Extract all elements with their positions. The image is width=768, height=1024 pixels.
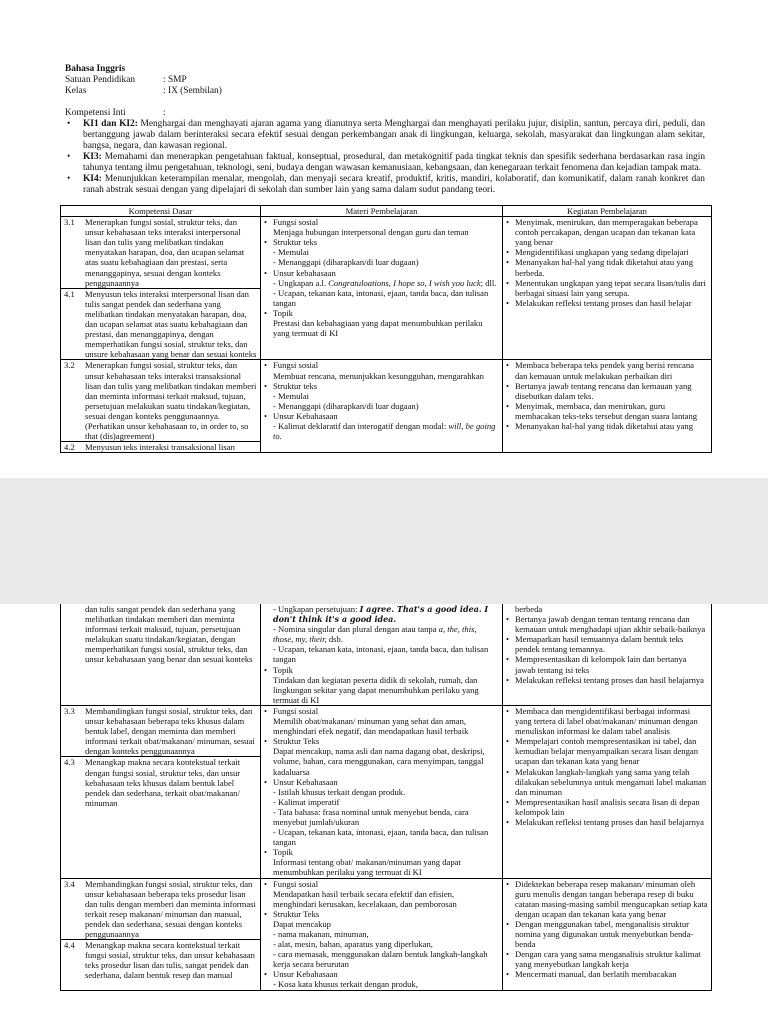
- kd-number: 3.1: [64, 217, 75, 228]
- materi-item: [264, 308, 499, 338]
- materi-subitem: nama makanan, minuman,: [278, 929, 369, 939]
- kd-cell: [61, 878, 261, 990]
- kegiatan-item: • Menanyakan hal-hal yang tidak diketahui atau yang berbeda.: [506, 257, 708, 277]
- materi-text: Memilih obat/makanan/ minuman yang sehat dan aman, menghindari efek negatif, dan mendapatkan hasil terbaik: [273, 716, 469, 737]
- kegiatan-item: • Mempresentasikan di kelompok lain dan bertanya jawab tentang isi teks: [506, 654, 708, 674]
- table-header-row: [61, 206, 712, 217]
- ki-colon: :: [163, 108, 166, 118]
- kegiatan-item: • Dengan menggunakan tabel, menganalisis struktur nomina yang digunakan untuk menyebutkan benda-benda: [506, 919, 708, 949]
- document-header: [65, 64, 705, 196]
- subject-title: Bahasa Inggris: [65, 64, 126, 74]
- kegiatan-item: • Melakukan langkah-langkah yang sama yang telah dilakukan sebelumnya untuk mengamati label makanan dan minuman: [506, 767, 708, 797]
- kd-item: [64, 360, 257, 441]
- materi-item: • Unsur Kebahasaan - Kalimat deklaratif dan interogatif dengan modal: will, be going to.: [264, 411, 499, 441]
- field-row: [65, 75, 705, 86]
- column-header: Kegiatan Pembelajaran: [503, 206, 712, 217]
- kd-item: [64, 706, 257, 756]
- kegiatan-continued: berbeda: [515, 604, 543, 614]
- kegiatan-item: • Membaca dan mengidentifikasi berbagai informasi yang tertera di label obat/makanan/ minuman dengan menuliskan informasi ke dalam tabel analisis: [506, 706, 708, 736]
- kegiatan-item: • Didektekan beberapa resep makanan/ minuman oleh guru menulis dengan tangan beberapa resep di buku catatan masing-masing sambil mengucapkan setiap kata dengan ucapan dan tekanan kata yang benar: [506, 879, 708, 919]
- kegiatan-item: • Menyimak, menirukan, dan memperagakan beberapa contoh percakapan, dengan ucapan dan tekanan kata yang benar: [506, 217, 708, 247]
- materi-text: Mendapatkan hasil terbaik secara efektif dan efisien, menghindari kerusakan, kecelakaan, dan pemborosan: [273, 888, 457, 909]
- ki-text: Menunjukkan keterampilan menalar, mengolah, dan menyaji secara kreatif, produktif, kritis, mandiri, kolaboratif, dan komunikatif, dalam ranah konkret dan ranah abstrak sesuai dengan yang dipelajari di sekolah dan sumber lain yang sama dalam sudut pandang teori.: [83, 174, 705, 195]
- materi-subitem: cara memasak, menggunakan dalam bentuk langkah-langkah kerja secara berurutan: [273, 949, 488, 970]
- ki-list: [65, 119, 705, 196]
- ki-item: [65, 152, 705, 174]
- materi-text: Informasi tentang obat/ makanan/minuman yang dapat menumbuhkan perilaku yang termuat di KI: [273, 857, 461, 878]
- materi-cell: [261, 705, 503, 878]
- example-expression: will, be going to.: [273, 420, 496, 442]
- kd-text: Menyusun teks interaksi transaksional lisan: [85, 442, 235, 453]
- kd-number: 4.3: [64, 757, 75, 768]
- materi-heading: Unsur Kebahasaan: [273, 969, 338, 980]
- materi-heading: Struktur Teks: [273, 736, 320, 747]
- kd-item: [64, 604, 257, 665]
- kd-text: Menerapkan fungsi sosial, struktur teks, dan unsur kebahasaan teks interaksi transaksional lisan dan tulis yang melibatkan tindakan memberi dan meminta informasi terkait maksud, tujuan, persetujuan melakukan suatu tindakan/kegiatan, sesuai dengan konteks penggunaannya. (Perhatikan unsur kebahasaan to, in order to, so that (dis)agreement): [85, 360, 257, 442]
- ki-text: Menghargai dan menghayati ajaran agama yang dianutnya serta Menghargai dan menghayati perilaku jujur, disiplin, santun, percaya diri, peduli, dan bertanggung jawab dalam berinteraksi secara efektif sesuai dengan perkembangan anak di lingkungan, keluarga, sekolah, masyarakat dan lingkungan alam sekitar, bangsa, negara, dan kawasan regional.: [83, 119, 706, 151]
- materi-subitem: Ucapan, tekanan kata, intonasi, ejaan, tanda baca, dan tulisan tangan: [273, 287, 489, 308]
- kd-item: [61, 288, 260, 360]
- kd-number: 3.3: [64, 705, 75, 716]
- kd-text: Menyusun teks interaksi interpersonal lisan dan tulis sangat pendek dan sederhana yang melibatkan tindakan menyatakan harapan, doa, dan ucapan selamat atas suatu kebahagiaan dan prestasi, dan menanggapinya, dengan memperhatikan fungsi sosial, struktur teks, dan unsure kebahasaan yang benar dan sesuai konteks: [85, 288, 257, 360]
- materi-heading: Fungsi sosial: [273, 878, 319, 889]
- materi-heading: Unsur kebahasaan: [273, 267, 336, 278]
- kegiatan-item: • Melakukan refleksi tentang proses dan hasil belajarnya: [506, 675, 708, 685]
- materi-subitem: Memulai: [278, 247, 310, 258]
- materi-heading: Topik: [273, 664, 293, 675]
- materi-item: • Unsur Kebahasaan - Istilah khusus terkait dengan produk. - Kalimat imperatif - Tata bahasa: frasa nominal untuk menyebut benda, cara menyebut jumlah/ukuran - Ucapan, tekanan kata, intonasi, ejaan, tanda baca, dan tulisan tangan: [264, 777, 499, 848]
- materi-subitem: Kalimat deklaratif dan interogatif dengan modal:: [278, 420, 447, 431]
- materi-heading: Struktur teks: [273, 237, 318, 248]
- materi-heading: Fungsi sosial: [273, 360, 319, 371]
- materi-text: Dapat mencakup, nama asli dan nama dagang obat, deskripsi, volume, bahan, cara menggunakan, cara menyimpan, tanggal kadaluarsa: [273, 746, 485, 777]
- materi-item: • Struktur teks - Memulai - Menanggapi (diharapkan/di luar dugaan): [264, 237, 499, 267]
- competency-table: [60, 205, 712, 453]
- materi-heading: Struktur Teks: [273, 908, 320, 919]
- materi-subitem: Nomina singular dan plural dengan atau tanpa: [278, 624, 437, 635]
- kd-text: Membandingkan fungsi sosial, struktur teks, dan unsur kebahasaan beberapa teks khusus dalam bentuk label, dengan meminta dan memberi informasi terkait obat/makanan/ minuman, sesuai dengan konteks penggunaannya: [85, 705, 255, 757]
- materi-item: [264, 847, 499, 877]
- kd-number: 4.4: [64, 940, 75, 951]
- table-row: [61, 705, 712, 878]
- field-key: Satuan Pendidikan: [65, 75, 136, 85]
- kegiatan-item: • Menanyakan hal-hal yang tidak diketahui atau yang: [506, 421, 708, 431]
- materi-heading: Topik: [273, 847, 293, 858]
- kegiatan-item: • Melakukan refleksi tentang proses dan hasil belajarnya: [506, 817, 708, 827]
- kd-number: 4.1: [64, 288, 75, 299]
- kd-number: 3.4: [64, 878, 75, 889]
- field-value: : IX (Sembilan): [163, 86, 222, 96]
- kegiatan-item: • Membaca beberapa teks pendek yang berisi rencana dan kemauan untuk melakukan perbaikan diri: [506, 360, 708, 380]
- kd-cell: [61, 360, 261, 453]
- table-row: [61, 604, 712, 705]
- materi-text: Prestasi dan kebahagiaan yang dapat menumbuhkan perilaku yang termuat di KI: [273, 318, 483, 339]
- materi-cell: [261, 360, 503, 453]
- document-page-2: [0, 604, 768, 1024]
- ki-text: Memahami dan menerapkan pengetahuan faktual, konseptual, prosedural, dan metakognitif pada tingkat teknis dan spesifik sederhana berdasarkan rasa ingin tahunya tentang ilmu pengetahuan, teknologi, seni, budaya dengan wawasan kemanusiaan, kebangsaan, dan kenegaraan terkait fenomena dan kejadian tampak mata.: [83, 152, 706, 173]
- materi-text: Dapat mencakup: [273, 918, 331, 929]
- ki-heading: Kompetensi Inti: [65, 108, 126, 118]
- materi-subitem-suffix: dsb.: [328, 634, 343, 645]
- materi-heading: Topik: [273, 307, 293, 318]
- kegiatan-item: • Menentukan ungkapan yang tepat secara lisan/tulis dari berbagai situasi lain yang serupa.: [506, 278, 708, 298]
- kegiatan-item: • Mengidentifikasi ungkapan yang sedang dipelajari: [506, 247, 708, 257]
- materi-subitem: Tata bahasa: frasa nominal untuk menyebut benda, cara menyebut jumlah/ukuran: [273, 806, 469, 827]
- materi-heading: Fungsi sosial: [273, 217, 319, 228]
- materi-heading: Struktur teks: [273, 380, 318, 391]
- materi-subitem: Ucapan, tekanan kata, intonasi, ejaan, tanda baca, dan tulisan tangan: [273, 827, 489, 848]
- materi-subitem: Menanggapi (diharapkan/di luar dugaan): [278, 257, 419, 268]
- materi-text: Menjaga hubungan interpersonal dengan guru dan teman: [273, 227, 469, 238]
- materi-subitem: Menanggapi (diharapkan/di luar dugaan): [278, 400, 419, 411]
- materi-item: [264, 736, 499, 776]
- column-header: Materi Pembelajaran: [261, 206, 503, 217]
- ki-label: KI3:: [83, 152, 102, 162]
- document-page-1: [0, 0, 768, 478]
- materi-item: • Struktur teks - Memulai - Menanggapi (diharapkan/di luar dugaan): [264, 381, 499, 411]
- field-value: : SMP: [163, 75, 187, 85]
- materi-subitem-suffix: ; dll.: [480, 277, 497, 288]
- ki-item: [65, 174, 705, 196]
- kegiatan-cell: [503, 705, 712, 878]
- materi-item: [264, 360, 499, 380]
- ki-heading-row: [65, 108, 705, 119]
- kd-item: [61, 756, 260, 807]
- materi-item: [264, 706, 499, 736]
- kd-cell: [61, 217, 261, 360]
- example-expression: a, the, this, those, my, their,: [273, 624, 477, 645]
- materi-item: • Unsur Kebahasaan - Kosa kata khusus terkait dengan produk,: [264, 969, 499, 989]
- materi-item: [264, 217, 499, 237]
- materi-text: Membuat rencana, menunjukkan kesungguhan, mengarahkan: [273, 370, 484, 381]
- materi-cell: [261, 878, 503, 990]
- materi-subitem: Memulai: [278, 390, 310, 401]
- kegiatan-cell: [503, 604, 712, 705]
- materi-item: [264, 879, 499, 909]
- materi-heading: Unsur Kebahasaan: [273, 776, 338, 787]
- kegiatan-cell: [503, 360, 712, 453]
- kd-text: dan tulis sangat pendek dan sederhana yang melibatkan tindakan memberi dan meminta informasi terkait maksud, tujuan, persetujuan melakukan suatu tindakan/kegiatan, dengan memperhatikan fungsi sosial, struktur teks, dan unsur kebahasaan yang benar dan sesuai konteks: [85, 604, 253, 665]
- kegiatan-item: • Menyimak, membaca, dan menirukan, guru membacakan teks-teks tersebut dengan suara lantang: [506, 401, 708, 421]
- materi-subitem: Istilah khusus terkait dengan produk.: [278, 786, 406, 797]
- ki-label: KI4:: [83, 174, 102, 184]
- materi-item: • Unsur kebahasaan - Ungkapan a.l. Congratuloations, I hope so, I wish you luck; dll. - Ucapan, tekanan kata, intonasi, ejaan, tanda baca, dan tulisan tangan: [264, 268, 499, 308]
- ki-item: [65, 119, 705, 152]
- table-row: [61, 217, 712, 360]
- kd-item: [64, 879, 257, 940]
- competency-table-continued: [60, 604, 712, 991]
- table-row: [61, 878, 712, 990]
- kd-text: Membandingkan fungsi sosial, struktur teks, dan unsur kebahasaan beberapa teks prosedur lisan dan tulis dengan memberi dan meminta informasi terkait resep makanan/ minuman dan manual, pendek dan sederhana, sesuai dengan konteks penggunaannya: [85, 878, 256, 939]
- kegiatan-item: • Mempelajari contoh mempresentasikan isi tabel, dan kemudian belajar menyampaikan secara lisan dengan ucapan dan tekanan kata yang benar: [506, 736, 708, 766]
- materi-subitem: Ungkapan persetujuan:: [278, 604, 358, 614]
- kd-text: Menerapkan fungsi sosial, struktur teks, dan unsur kebahasaan teks interaksi interpersonal lisan dan tulis yang melibatkan tindakan menyatakan harapan, doa, dan ucapan selamat atas suatu kebahagiaan dan prestasi, serta menanggapinya, sesuai dengan konteks penggunaannya: [85, 217, 245, 288]
- example-expression: Congratuloations, I hope so, I wish you luck: [328, 277, 481, 288]
- kd-item: [61, 441, 260, 452]
- kegiatan-cell: [503, 878, 712, 990]
- kd-number: 3.2: [64, 360, 75, 371]
- materi-item: [264, 665, 499, 705]
- materi-subitem: Ucapan, tekanan kata, intonasi, ejaan, tanda baca, dan tulisan tangan: [273, 644, 489, 665]
- materi-cell: - Ungkapan persetujuan: I agree. That's a good idea. I don't think it's a good idea. - Nomina singular dan plural dengan atau tanpa a, the, this, those, my, their, dsb. - Ucapan, tekanan kata, intonasi, ejaan, tanda baca, dan tulisan tangan • Topik Tindakan dan kegiatan peserta didik di sekolah, rumah, dan lingkungan sekitar yang dapat menumbuhkan perilaku yang termuat di KI: [261, 604, 503, 705]
- materi-subitem: alat, mesin, bahan, aparatus yang diperlukan,: [278, 939, 433, 950]
- kegiatan-item: • Bertanya jawab tentang rencana dan kemauan yang disebutkan dalam teks.: [506, 381, 708, 401]
- kegiatan-item: • Dengan cara yang sama menganalisis struktur kalimat yang menyebutkan langkah kerja: [506, 949, 708, 969]
- materi-cell: [261, 217, 503, 360]
- kd-text: Menangkap makna secara kontekstual terkait fungsi sosial, struktur teks, dan unsur kebahasaan teks prosedur lisan dan tulis, sangat pendek dan sederhana, dalam bentuk resep dan manual: [85, 940, 255, 981]
- kd-item: [61, 939, 260, 980]
- ki-label: KI1 dan KI2:: [83, 119, 138, 129]
- table-row: [61, 360, 712, 453]
- kegiatan-item: • Memaparkan hasil temuannya dalam bentuk teks pendek tentang temannya.: [506, 634, 708, 654]
- kd-item: [64, 217, 257, 288]
- materi-item: • Struktur Teks Dapat mencakup - nama makanan, minuman, - alat, mesin, bahan, aparatus yang diperlukan, - cara memasak, menggunakan dalam bentuk langkah-langkah kerja secara berurutan: [264, 909, 499, 970]
- materi-heading: Unsur Kebahasaan: [273, 410, 338, 421]
- materi-subitem: Ungkapan a.l.: [278, 277, 326, 288]
- kegiatan-item: • Melakukan refleksi tentang proses dan hasil belajar: [506, 298, 708, 308]
- kd-text: Menangkap makna secara kontekstual terkait dengan fungsi sosial, struktur teks, dan unsur kebahasaan teks khusus dalam bentuk label pendek dan sederhana, terkait obat/makanan/ minuman: [85, 757, 241, 808]
- kegiatan-item: • Mempresentasikan hasil analisis secara lisan di depan kelompok lain: [506, 797, 708, 817]
- materi-text: Tindakan dan kegiatan peserta didik di sekolah, rumah, dan lingkungan sekitar yang dapat menumbuhkan perilaku yang termuat di KI: [273, 674, 479, 705]
- materi-subitem: Kalimat imperatif: [278, 796, 340, 807]
- handwritten-expression: I agree. That's a good idea. I don't think it's a good idea.: [273, 604, 489, 625]
- materi-subitem: Kosa kata khusus terkait dengan produk,: [278, 979, 418, 990]
- materi-heading: Fungsi sosial: [273, 705, 319, 716]
- kegiatan-item: • Bertanya jawab dengan teman tentang rencana dan kemauan untuk menghadapi ujian akhir sebaik-baiknya: [506, 614, 708, 634]
- kegiatan-cell: [503, 217, 712, 360]
- kd-cell: [61, 604, 261, 705]
- column-header: Kompetensi Dasar: [61, 206, 261, 217]
- kegiatan-item: • Mencermati manual, dan berlatih membacakan: [506, 969, 708, 979]
- field-row: [65, 86, 705, 97]
- kd-cell: [61, 705, 261, 878]
- field-key: Kelas: [65, 86, 87, 96]
- kd-number: 4.2: [64, 442, 75, 453]
